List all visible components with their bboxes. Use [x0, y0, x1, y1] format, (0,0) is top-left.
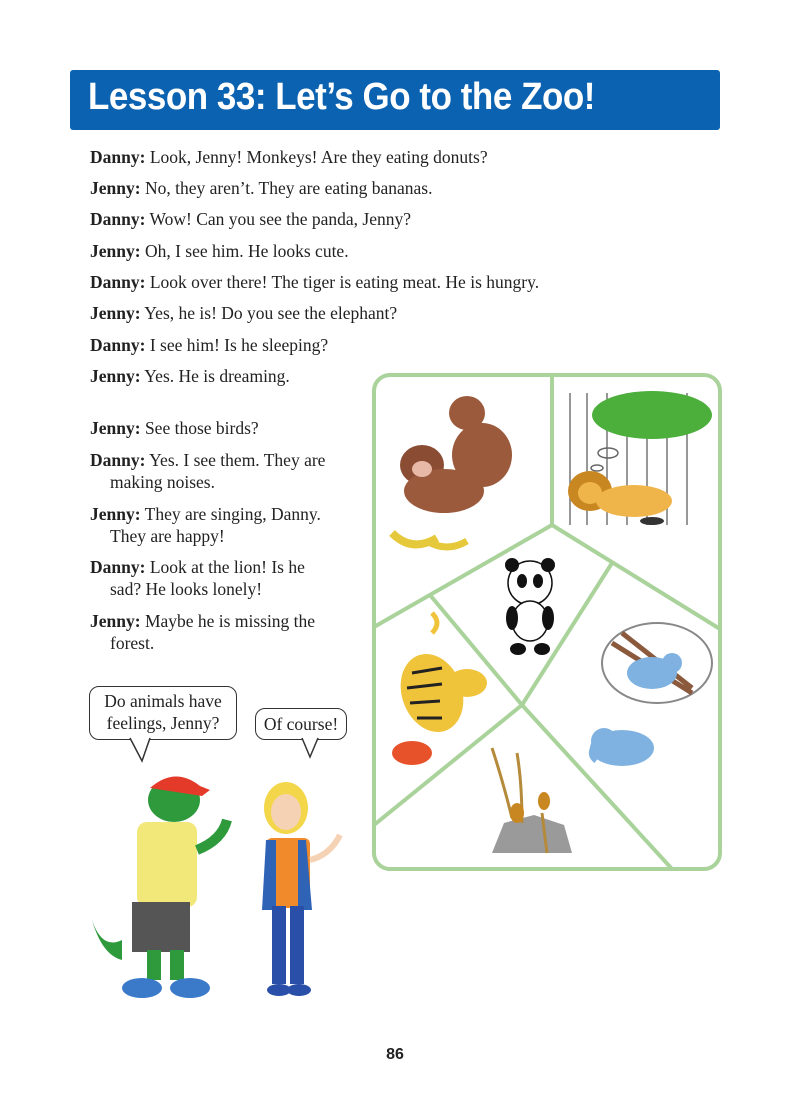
dialogue-line [90, 271, 539, 293]
speaker-name: Jenny: [90, 611, 141, 631]
dialogue-text: Look, Jenny! Monkeys! Are they eating donuts? [149, 147, 488, 167]
danny-speech-bubble [89, 686, 237, 740]
dialogue-text: Look at the lion! Is he [149, 557, 305, 577]
dialogue-text-continued: making noises. [110, 472, 215, 492]
speaker-name: Danny: [90, 557, 146, 577]
dialogue-line [90, 146, 488, 168]
jenny-speech-bubble [255, 708, 347, 740]
dialogue-line [90, 177, 432, 199]
jenny-girl-character [246, 780, 356, 1005]
dialogue-text: Look over there! The tiger is eating meat. He is hungry. [149, 272, 540, 292]
dialogue-text: I see him! Is he sleeping? [149, 335, 329, 355]
dialogue-line [90, 240, 349, 262]
speaker-name: Jenny: [90, 504, 141, 524]
speaker-name: Jenny: [90, 418, 141, 438]
dialogue-text: Yes, he is! Do you see the elephant? [144, 303, 398, 323]
dialogue-line [90, 334, 328, 356]
danny-dinosaur-character [92, 770, 242, 1005]
dialogue-text-continued: forest. [110, 633, 155, 653]
dialogue-text-continued: They are happy! [110, 526, 225, 546]
speaker-name: Danny: [90, 335, 146, 355]
dialogue-line [90, 417, 360, 439]
speaker-name: Jenny: [90, 303, 141, 323]
dialogue-line [90, 610, 360, 654]
dialogue-line [90, 503, 360, 547]
dialogue-text: See those birds? [144, 418, 259, 438]
speaker-name: Danny: [90, 147, 146, 167]
dialogue-text: Wow! Can you see the panda, Jenny? [149, 209, 412, 229]
dialogue-text: Maybe he is missing the [144, 611, 316, 631]
bubble-text: feelings, Jenny? [106, 713, 220, 733]
dialogue-line [90, 365, 290, 387]
bubble-text: Of course! [263, 714, 339, 734]
speaker-name: Jenny: [90, 366, 141, 386]
speaker-name: Danny: [90, 450, 146, 470]
speaker-name: Danny: [90, 272, 146, 292]
lesson-title-bar [70, 70, 720, 130]
dialogue-line [90, 208, 411, 230]
speaker-name: Jenny: [90, 178, 141, 198]
dialogue-text: No, they aren’t. They are eating bananas. [144, 178, 433, 198]
dialogue-text-continued: sad? He looks lonely! [110, 579, 263, 599]
bubble-text: Do animals have [104, 691, 222, 711]
dialogue-line [90, 449, 360, 493]
danny-bubble-tail [128, 737, 158, 763]
dialogue-line [90, 302, 397, 324]
zoo-picture-panel [372, 373, 722, 871]
speaker-name: Danny: [90, 209, 146, 229]
speaker-name: Jenny: [90, 241, 141, 261]
dialogue-text: They are singing, Danny. [144, 504, 321, 524]
lesson-title: Lesson 33: Let’s Go to the Zoo! [88, 76, 595, 118]
jenny-bubble-tail [300, 737, 324, 759]
dialogue-text: Yes. He is dreaming. [144, 366, 290, 386]
page-number: 86 [386, 1046, 404, 1063]
dialogue-text: Oh, I see him. He looks cute. [144, 241, 349, 261]
dialogue-text: Yes. I see them. They are [149, 450, 326, 470]
dialogue-line [90, 556, 360, 600]
